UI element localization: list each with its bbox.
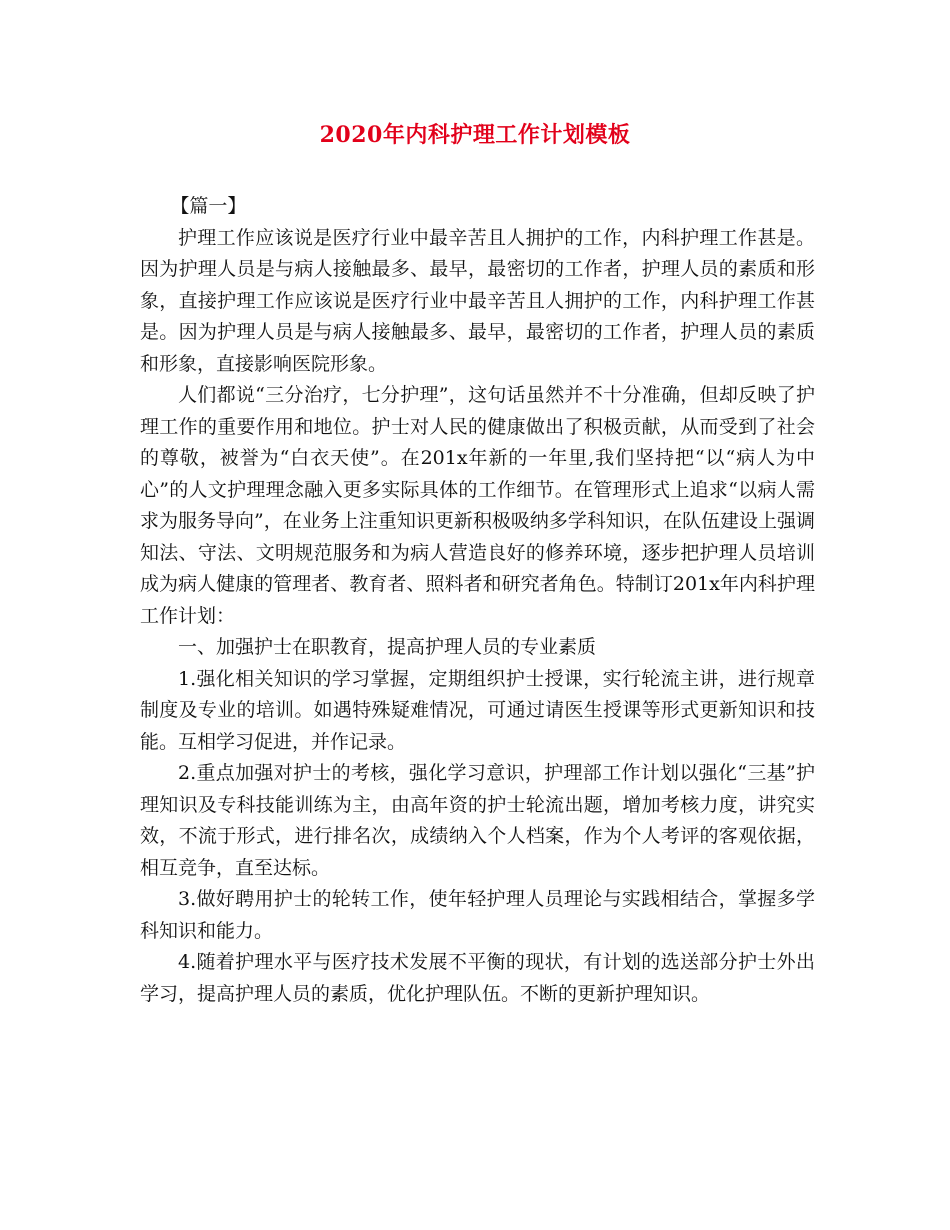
section-label: 【篇一】 xyxy=(170,195,247,217)
paragraph-background: 人们都说“三分治疗，七分护理”，这句话虽然并不十分准确，但却反映了护理工作的重要作用和地位。护士对人民的健康做出了积极贡献，从而受到了社会的尊敬，被誉为“白衣天使”。在201x年新的一年里,我们坚持把“以“病人为中心”的人文护理理念融入更多实际具体的工作细节。在管理形式上追求“以病人需求为服务导向”，在业务上注重知识更新积极吸纳多学科知识，在队伍建设上强调知法、守法、文明规范服务和为病人营造良好的修养环境，逐步把护理人员培训成为病人健康的管理者、教育者、照料者和研究者角色。特制订201x年内科护理工作计划： xyxy=(140,384,815,627)
list-item-4: 4.随着护理水平与医疗技术发展不平衡的现状，有计划的选送部分护士外出学习，提高护理人员的素质，优化护理队伍。不断的更新护理知识。 xyxy=(140,951,815,1005)
document-body xyxy=(140,191,815,1010)
document-title: 2020年内科护理工作计划模板 xyxy=(319,122,631,148)
section-heading-1: 一、加强护士在职教育，提高护理人员的专业素质 xyxy=(178,636,597,658)
paragraph-intro: 护理工作应该说是医疗行业中最辛苦且人拥护的工作，内科护理工作甚是。因为护理人员是与病人接触最多、最早，最密切的工作者，护理人员的素质和形象，直接护理工作应该说是医疗行业中最辛苦且人拥护的工作，内科护理工作甚是。因为护理人员是与病人接触最多、最早，最密切的工作者，护理人员的素质和形象，直接影响医院形象。 xyxy=(140,226,815,375)
list-item-1: 1.强化相关知识的学习掌握，定期组织护士授课，实行轮流主讲，进行规章制度及专业的培训。如遇特殊疑难情况，可通过请医生授课等形式更新知识和技能。互相学习促进，并作记录。 xyxy=(140,667,815,753)
list-item-2: 2.重点加强对护士的考核，强化学习意识，护理部工作计划以强化“三基”护理知识及专科技能训练为主，由高年资的护士轮流出题，增加考核力度，讲究实效，不流于形式，进行排名次，成绩纳入个人档案，作为个人考评的客观依据，相互竞争，直至达标。 xyxy=(140,762,815,879)
list-item-3: 3.做好聘用护士的轮转工作，使年轻护理人员理论与实践相结合，掌握多学科知识和能力。 xyxy=(140,888,815,942)
